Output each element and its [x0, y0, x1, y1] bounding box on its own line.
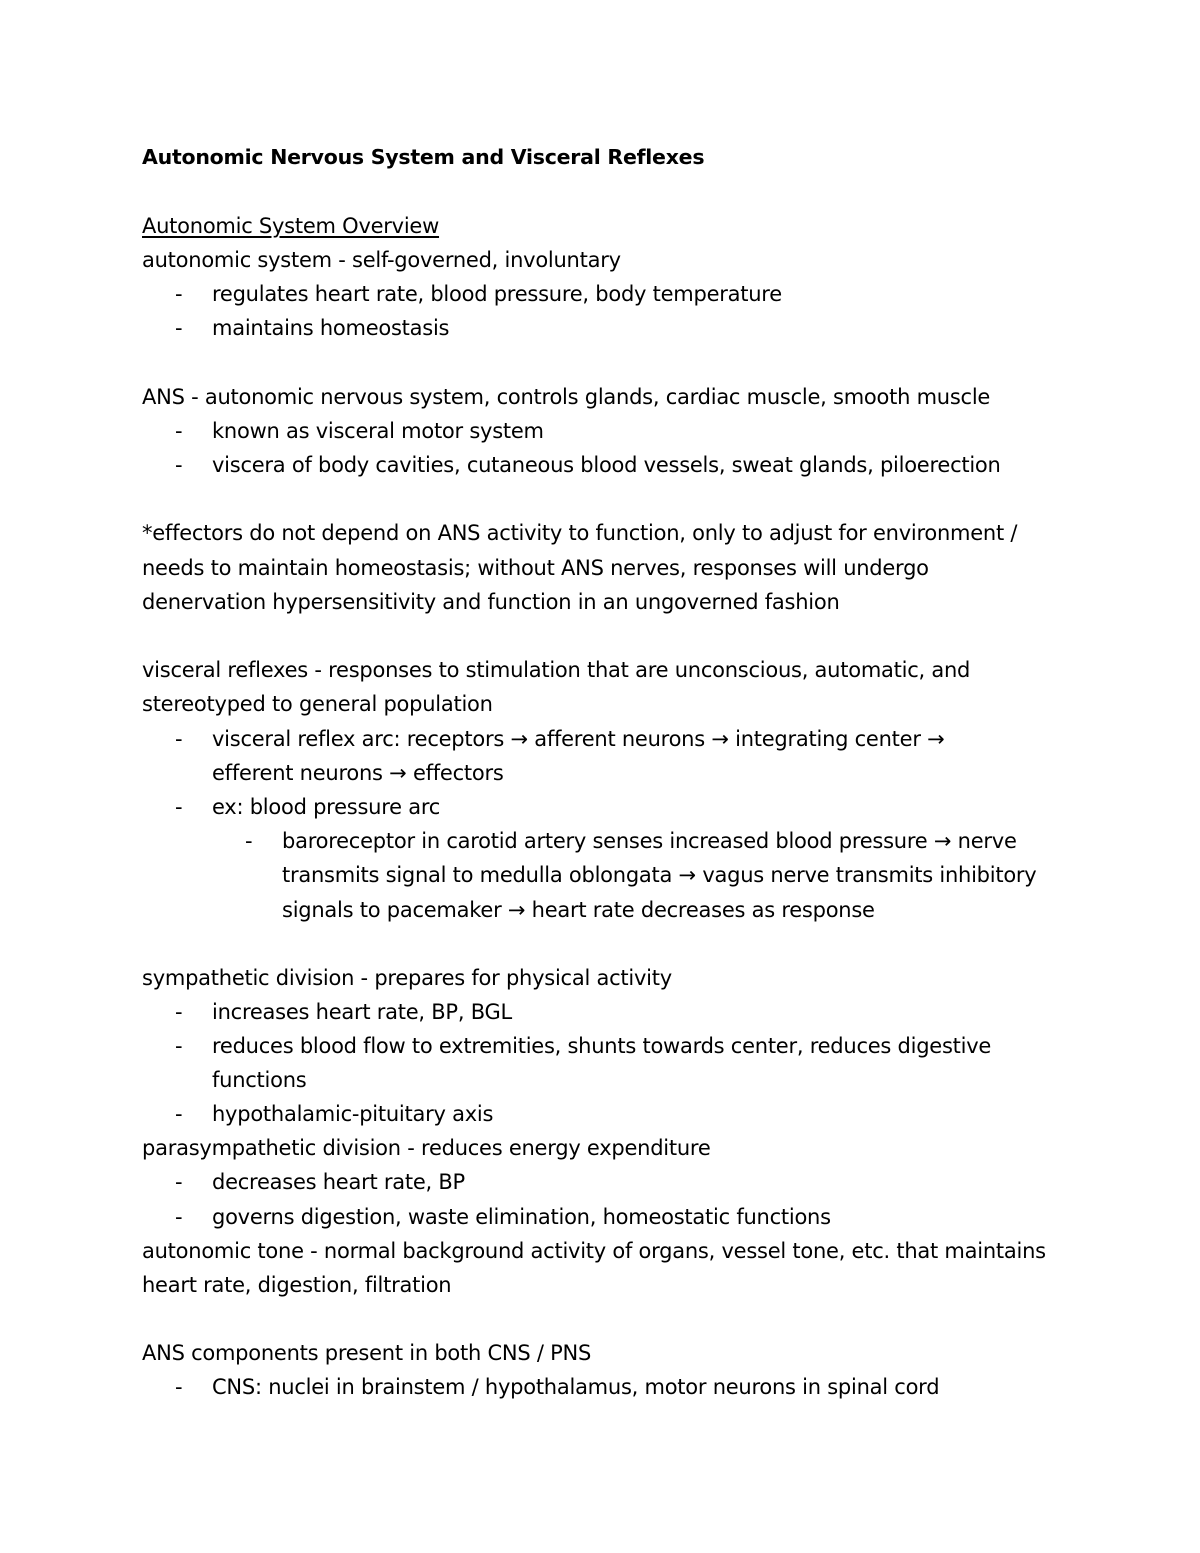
list-item-continuation: efferent neurons → effectors [212, 761, 504, 785]
sub-bullet-dash: - [245, 829, 253, 853]
sub-list-item-continuation: transmits signal to medulla oblongata → vagus nerve transmits inhibitory [282, 863, 1037, 887]
list-item: increases heart rate, BP, BGL [212, 1000, 512, 1024]
list-item-continuation: functions [212, 1068, 307, 1092]
bullet-dash: - [175, 727, 183, 751]
list-item: viscera of body cavities, cutaneous blood vessels, sweat glands, piloerection [212, 453, 1001, 477]
visceral-reflex-definition: visceral reflexes - responses to stimulation that are unconscious, automatic, and [142, 658, 971, 682]
bullet-dash: - [175, 1170, 183, 1194]
list-item: visceral reflex arc: receptors → afferent neurons → integrating center → [212, 727, 945, 751]
list-item: reduces blood flow to extremities, shunts towards center, reduces digestive [212, 1034, 992, 1058]
autonomic-tone-definition: heart rate, digestion, filtration [142, 1273, 452, 1297]
list-item: known as visceral motor system [212, 419, 544, 443]
parasympathetic-definition: parasympathetic division - reduces energy expenditure [142, 1136, 711, 1160]
sympathetic-definition: sympathetic division - prepares for physical activity [142, 966, 672, 990]
autonomic-definition: autonomic system - self-governed, involuntary [142, 248, 621, 272]
list-item: regulates heart rate, blood pressure, body temperature [212, 282, 782, 306]
list-item: governs digestion, waste elimination, homeostatic functions [212, 1205, 831, 1229]
bullet-dash: - [175, 282, 183, 306]
bullet-dash: - [175, 795, 183, 819]
list-item: maintains homeostasis [212, 316, 450, 340]
list-item: hypothalamic-pituitary axis [212, 1102, 494, 1126]
bullet-dash: - [175, 1000, 183, 1024]
bullet-dash: - [175, 1034, 183, 1058]
list-item: CNS: nuclei in brainstem / hypothalamus, motor neurons in spinal cord [212, 1375, 940, 1399]
note-line: needs to maintain homeostasis; without ANS nerves, responses will undergo [142, 556, 929, 580]
section-heading: Autonomic System Overview [142, 214, 440, 238]
list-item: ex: blood pressure arc [212, 795, 441, 819]
list-item: decreases heart rate, BP [212, 1170, 465, 1194]
sub-list-item-continuation: signals to pacemaker → heart rate decreases as response [282, 898, 875, 922]
bullet-dash: - [175, 453, 183, 477]
sub-list-item: baroreceptor in carotid artery senses increased blood pressure → nerve [282, 829, 1017, 853]
bullet-dash: - [175, 1205, 183, 1229]
visceral-reflex-definition: stereotyped to general population [142, 692, 493, 716]
note-line: *effectors do not depend on ANS activity to function, only to adjust for environment / [142, 521, 1018, 545]
bullet-dash: - [175, 1102, 183, 1126]
bullet-dash: - [175, 316, 183, 340]
ans-components-definition: ANS components present in both CNS / PNS [142, 1341, 592, 1365]
ans-definition: ANS - autonomic nervous system, controls glands, cardiac muscle, smooth muscle [142, 385, 991, 409]
note-line: denervation hypersensitivity and function in an ungoverned fashion [142, 590, 840, 614]
autonomic-tone-definition: autonomic tone - normal background activity of organs, vessel tone, etc. that maintains [142, 1239, 1046, 1263]
bullet-dash: - [175, 1375, 183, 1399]
document-title: Autonomic Nervous System and Visceral Reflexes [142, 145, 705, 169]
bullet-dash: - [175, 419, 183, 443]
